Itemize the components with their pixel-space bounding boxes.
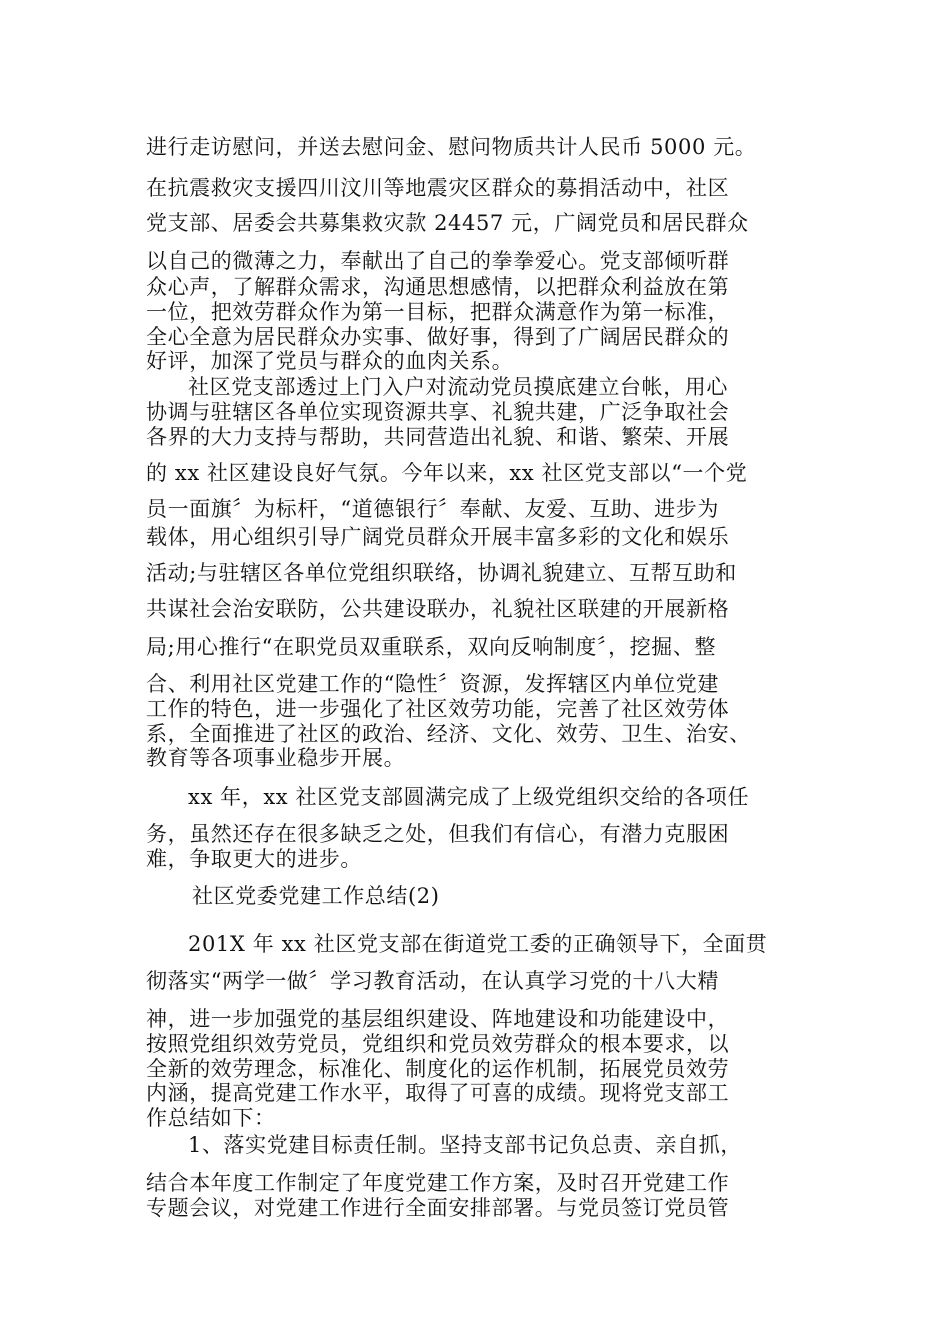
text-line: 全新的效劳理念，标准化、制度化的运作机制，拓展党员效劳 <box>146 1057 730 1081</box>
text-line: 员一面旗〞为标杆，“道德银行〞奉献、友爱、互助、进步为 <box>146 497 719 521</box>
text-line: 内涵，提高党建工作水平，取得了可喜的成绩。现将党支部工 <box>146 1081 730 1105</box>
text-line: 党支部、居委会共募集救灾款 24457 元，广阔党员和居民群众 <box>146 211 749 235</box>
paragraph-first-line: 社区党支部透过上门入户对流动党员摸底建立台帐，用心 <box>188 375 728 399</box>
text-line: 全心全意为居民群众办实事、做好事，得到了广阔居民群众的 <box>146 325 730 349</box>
text-line: 教育等各项事业稳步开展。 <box>146 746 406 770</box>
text-line: 务，虽然还存在很多缺乏之处，但我们有信心，有潜力克服困 <box>146 822 730 846</box>
text-line: 工作的特色，进一步强化了社区效劳功能，完善了社区效劳体 <box>146 697 730 721</box>
section-heading: 社区党委党建工作总结(2) <box>192 884 440 908</box>
text-line: 众心声，了解群众需求，沟通思想感情，以把群众利益放在第 <box>146 275 730 299</box>
text-line: 在抗震救灾支援四川汶川等地震灾区群众的募捐活动中，社区 <box>146 176 730 200</box>
text-line: 按照党组织效劳党员，党组织和党员效劳群众的根本要求，以 <box>146 1032 730 1056</box>
text-line: 局;用心推行“在职党员双重联系，双向反响制度〞，挖掘、整 <box>146 635 717 659</box>
text-line: 一位，把效劳群众作为第一目标，把群众满意作为第一标准， <box>146 300 730 324</box>
text-line: 进行走访慰问，并送去慰问金、慰问物质共计人民币 5000 元。 <box>146 135 757 159</box>
text-line: 神，进一步加强党的基层组织建设、阵地建设和功能建设中， <box>146 1007 730 1031</box>
text-line: 的 xx 社区建设良好气氛。今年以来，xx 社区党支部以“一个党 <box>146 461 748 485</box>
text-line: 共谋社会治安联防，公共建设联办，礼貌社区联建的开展新格 <box>146 597 730 621</box>
text-line: 难，争取更大的进步。 <box>146 847 362 871</box>
paragraph-first-line: xx 年，xx 社区党支部圆满完成了上级党组织交给的各项任 <box>188 785 750 809</box>
text-line: 各界的大力支持与帮助，共同营造出礼貌、和谐、繁荣、开展 <box>146 425 730 449</box>
text-line: 合、利用社区党建工作的“隐性〞资源，发挥辖区内单位党建 <box>146 672 719 696</box>
text-line: 彻落实“两学一做〞学习教育活动，在认真学习党的十八大精 <box>146 969 719 993</box>
text-line: 系，全面推进了社区的政治、经济、文化、效劳、卫生、治安、 <box>146 722 751 746</box>
text-line: 作总结如下： <box>146 1106 276 1130</box>
text-line: 专题会议，对党建工作进行全面安排部署。与党员签订党员管 <box>146 1196 730 1220</box>
paragraph-first-line: 201X 年 xx 社区党支部在街道党工委的正确领导下，全面贯 <box>188 932 768 956</box>
text-line: 载体，用心组织引导广阔党员群众开展丰富多彩的文化和娱乐 <box>146 525 730 549</box>
text-line: 活动;与驻辖区各单位党组织联络，协调礼貌建立、互帮互助和 <box>146 561 737 585</box>
paragraph-first-line: 1、落实党建目标责任制。坚持支部书记负总责、亲自抓， <box>188 1133 742 1157</box>
text-line: 好评，加深了党员与群众的血肉关系。 <box>146 349 514 373</box>
text-line: 以自己的微薄之力，奉献出了自己的拳拳爱心。党支部倾听群 <box>146 249 730 273</box>
text-line: 协调与驻辖区各单位实现资源共享、礼貌共建，广泛争取社会 <box>146 400 730 424</box>
text-line: 结合本年度工作制定了年度党建工作方案，及时召开党建工作 <box>146 1171 730 1195</box>
